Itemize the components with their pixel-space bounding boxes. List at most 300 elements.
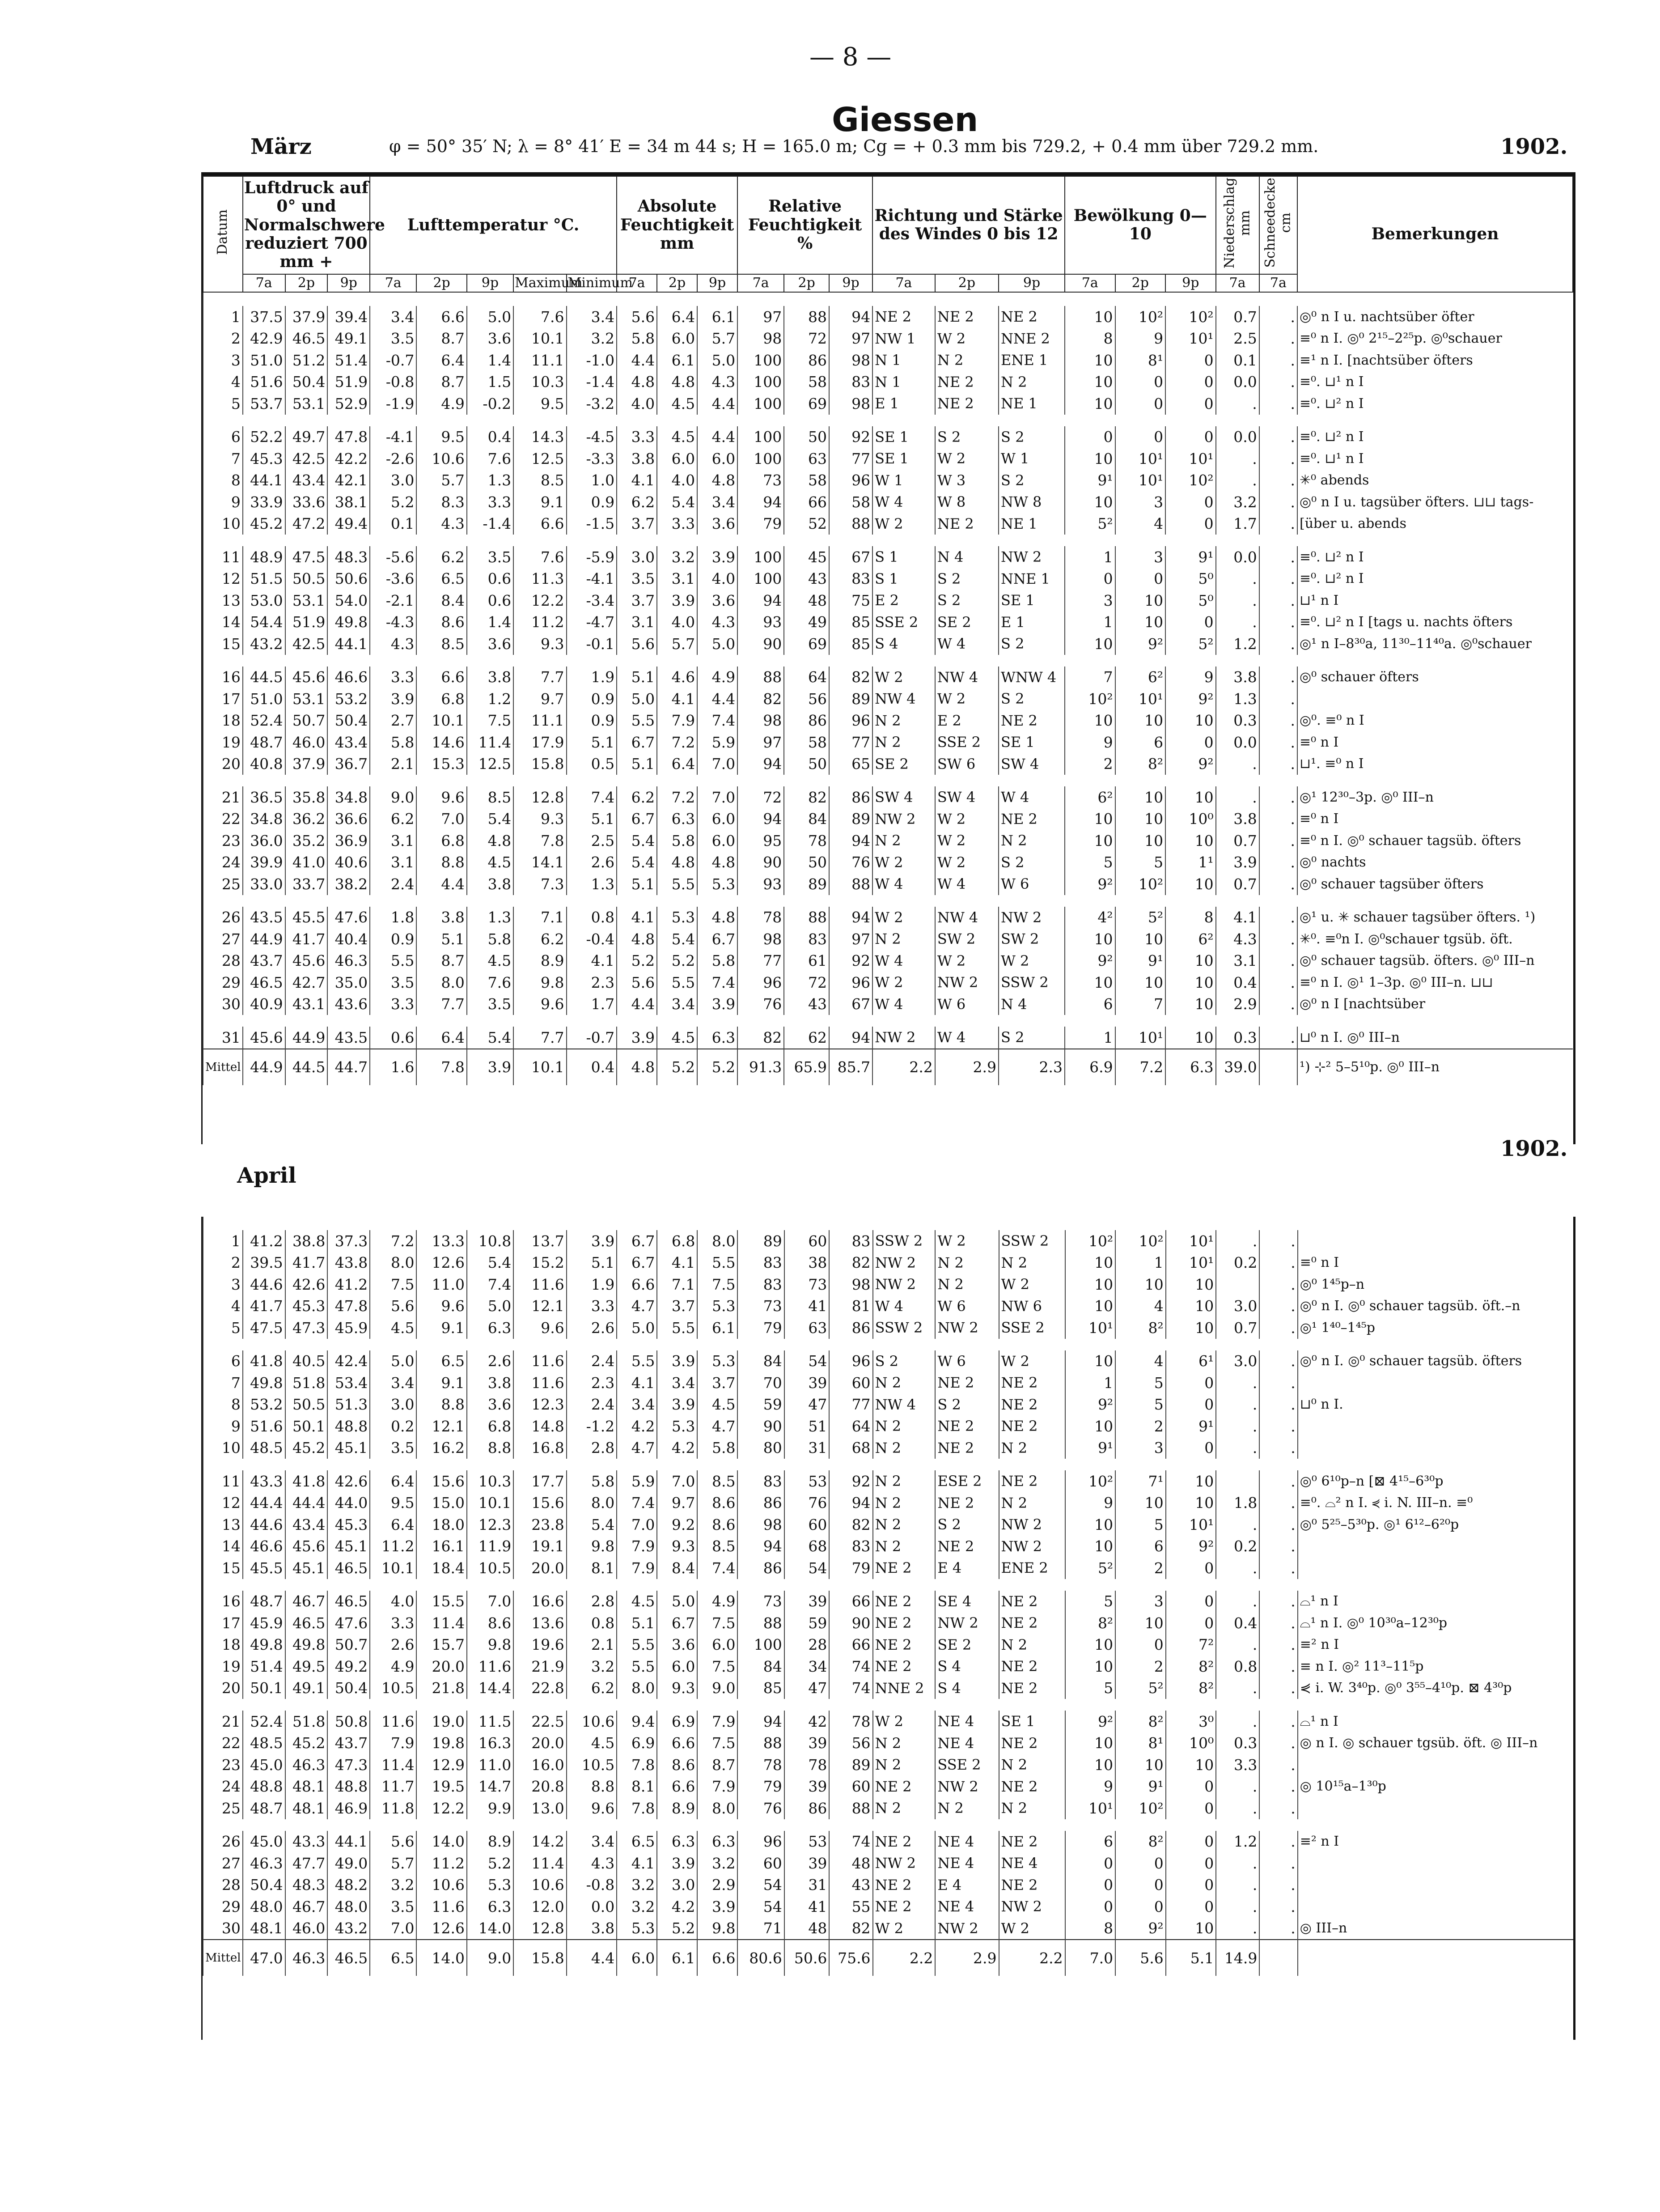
march-cell: 9.8	[513, 972, 566, 993]
march-row-19	[203, 731, 1573, 753]
april-cell: W 2	[999, 1918, 1065, 1940]
march-cell: 4.4	[416, 873, 467, 895]
march-cell: 15.3	[416, 753, 467, 775]
march-cell: 5.4	[467, 808, 513, 830]
april-cell: ◎⁰ 6¹⁰p–n [⊠ 4¹⁵–6³⁰p	[1298, 1470, 1573, 1492]
april-cell: 54	[784, 1557, 830, 1579]
march-cell: SE 2	[872, 753, 935, 775]
march-mean-cell: 85.7	[829, 1049, 872, 1085]
april-cell: 8	[203, 1394, 243, 1416]
march-cell: 50	[784, 426, 829, 448]
march-row-12	[203, 568, 1573, 590]
march-cell: 6.2	[416, 546, 467, 568]
april-cell: 6¹	[1166, 1350, 1216, 1372]
march-cell: 4	[1115, 513, 1166, 535]
april-cell: 5.0	[467, 1295, 513, 1317]
april-cell: 10.6	[416, 1874, 467, 1896]
april-cell: 14.8	[513, 1415, 566, 1437]
march-cell: 10	[1115, 830, 1166, 852]
april-cell: 43.2	[327, 1918, 370, 1940]
april-cell: 48.0	[243, 1896, 285, 1918]
april-cell	[1298, 1852, 1573, 1874]
march-cell: 8.8	[416, 852, 467, 874]
april-cell: .	[1216, 1415, 1259, 1437]
march-cell: 94	[829, 1027, 872, 1049]
april-cell	[1298, 1415, 1573, 1437]
april-mean-cell: 47.0	[243, 1940, 285, 1976]
april-cell: 47.6	[327, 1612, 370, 1634]
march-cell: 9	[1065, 731, 1115, 753]
april-cell: .	[1216, 1896, 1259, 1918]
april-mean-cell: 80.6	[737, 1940, 784, 1976]
april-cell: 54	[737, 1896, 784, 1918]
april-cell: 0	[1166, 1612, 1216, 1634]
april-cell: 41.7	[243, 1295, 285, 1317]
march-cell: 5.8	[467, 928, 513, 950]
april-cell: 100	[737, 1634, 784, 1656]
march-cell: 14	[203, 611, 243, 633]
april-cell: 3.4	[617, 1394, 657, 1416]
march-cell: 6²	[1115, 667, 1166, 688]
march-cell: 4.5	[657, 426, 697, 448]
march-cell: .	[1259, 873, 1297, 895]
april-cell: 0	[1166, 1896, 1216, 1918]
march-cell: 10²	[1065, 688, 1115, 710]
march-cell: 4.3	[416, 513, 467, 535]
april-cell: 8²	[1065, 1612, 1116, 1634]
march-cell: 0.9	[567, 491, 617, 513]
march-cell: ≡⁰. ⊔² n I	[1297, 568, 1573, 590]
march-cell: 45.6	[285, 667, 328, 688]
april-cell: 5.2	[657, 1918, 697, 1940]
april-cell: N 2	[935, 1274, 999, 1295]
april-cell: 5.6	[370, 1831, 416, 1853]
april-row-4	[203, 1295, 1573, 1317]
april-cell: 48.7	[243, 1797, 285, 1819]
april-cell: N 2	[873, 1415, 936, 1437]
april-cell: 0	[1166, 1797, 1216, 1819]
april-cell: 8.8	[567, 1776, 617, 1798]
april-cell: 8.0	[370, 1252, 416, 1274]
march-cell: ◎¹ u. ✳ schauer tagsüber öfters. ¹)	[1297, 907, 1573, 929]
april-cell: .	[1259, 1274, 1297, 1295]
april-cell: 76	[737, 1797, 784, 1819]
march-cell: .	[1259, 470, 1297, 492]
april-cell: 63	[784, 1317, 830, 1339]
march-cell: 7.2	[657, 786, 697, 808]
april-cell: 45.0	[243, 1754, 285, 1776]
march-cell: 85	[829, 611, 872, 633]
april-cell: 7.1	[657, 1274, 697, 1295]
april-cell: 92	[829, 1470, 872, 1492]
april-cell: 3.2	[370, 1874, 416, 1896]
april-cell: 10¹	[1065, 1317, 1116, 1339]
april-cell: 0	[1115, 1896, 1166, 1918]
april-cell: 10²	[1115, 1230, 1166, 1252]
april-cell: 10	[1115, 1492, 1166, 1514]
april-cell: 10	[1065, 1514, 1116, 1536]
april-cell: .	[1259, 1230, 1297, 1252]
march-cell: 86	[829, 786, 872, 808]
march-cell: ≡⁰ n I. ◎⁰ 2¹⁵–2²⁵p. ◎⁰schauer	[1297, 328, 1573, 350]
april-mean-cell: 5.1	[1166, 1940, 1216, 1976]
march-cell: SSE 2	[872, 611, 935, 633]
march-cell: 1.8	[370, 907, 416, 929]
april-cell: 48.1	[243, 1918, 285, 1940]
march-cell: -1.4	[567, 371, 617, 393]
april-cell: 74	[829, 1831, 872, 1853]
march-cell: 5²	[1065, 513, 1115, 535]
april-cell: 54	[784, 1350, 830, 1372]
april-cell: 96	[737, 1831, 784, 1853]
april-mean-cell: 6.1	[657, 1940, 697, 1976]
april-cell: 14.4	[467, 1677, 513, 1699]
march-cell: 40.6	[327, 852, 370, 874]
march-cell: 72	[784, 328, 829, 350]
march-cell: 33.0	[243, 873, 285, 895]
march-cell: -3.2	[567, 393, 617, 415]
march-cell: 5.0	[617, 688, 657, 710]
march-cell: 4.6	[657, 667, 697, 688]
april-cell: 20	[203, 1677, 243, 1699]
april-cell: 3.5	[370, 1437, 416, 1459]
march-cell: 88	[829, 873, 872, 895]
march-cell: 6.4	[657, 753, 697, 775]
april-cell: NE 2	[873, 1591, 936, 1613]
march-cell: 98	[829, 349, 872, 371]
april-cell: 84	[737, 1350, 784, 1372]
march-cell: 7.6	[513, 546, 566, 568]
march-cell: 100	[737, 448, 784, 470]
march-cell: S 2	[999, 633, 1065, 655]
march-cell: 3.0	[370, 470, 416, 492]
april-cell	[1298, 1557, 1573, 1579]
march-cell: 47.6	[327, 907, 370, 929]
april-cell: 12.0	[513, 1896, 566, 1918]
april-cell: 42	[784, 1711, 830, 1732]
sub-p2: 2p	[285, 274, 328, 293]
march-cell: 13	[203, 590, 243, 611]
march-cell: SW 4	[872, 786, 935, 808]
april-cell: 23.8	[513, 1514, 566, 1536]
april-cell: NE 2	[873, 1776, 936, 1798]
april-cell: 6.6	[617, 1274, 657, 1295]
april-cell: 19	[203, 1656, 243, 1677]
march-cell: .	[1259, 393, 1297, 415]
march-cell: 7	[1065, 667, 1115, 688]
april-cell: 79	[829, 1557, 872, 1579]
march-cell: 5²	[1115, 907, 1166, 929]
march-cell: .	[1216, 786, 1259, 808]
march-row-16	[203, 667, 1573, 688]
april-mean-cell: 75.6	[829, 1940, 872, 1976]
march-cell: 76	[737, 993, 784, 1015]
april-cell: 51.8	[285, 1372, 328, 1394]
april-cell: 10.6	[567, 1711, 617, 1732]
april-cell: 10	[1166, 1274, 1216, 1295]
march-cell: 50.4	[327, 710, 370, 732]
april-cell: 8¹	[1115, 1732, 1166, 1754]
april-cell: 22.8	[513, 1677, 566, 1699]
april-cell: 3.2	[567, 1656, 617, 1677]
april-row-28	[203, 1874, 1573, 1896]
april-cell: 16.0	[513, 1754, 566, 1776]
april-cell: 78	[737, 1754, 784, 1776]
sub-min: Minimum	[567, 274, 617, 293]
april-cell: 10	[1065, 1656, 1116, 1677]
april-cell: W 4	[873, 1295, 936, 1317]
sub-c7: 7a	[1065, 274, 1115, 293]
year-label-april: 1902.	[1500, 1136, 1568, 1161]
april-cell: NE 2	[935, 1492, 999, 1514]
march-cell: W 2	[935, 830, 999, 852]
april-cell: 10	[1166, 1754, 1216, 1776]
march-cell: 3.9	[697, 546, 737, 568]
april-cell: 10	[1065, 1350, 1116, 1372]
march-cell: 72	[737, 786, 784, 808]
april-cell: .	[1216, 1918, 1259, 1940]
march-row-14	[203, 611, 1573, 633]
april-cell: .	[1259, 1918, 1297, 1940]
april-cell: 40.5	[285, 1350, 328, 1372]
march-cell: 0.1	[370, 513, 416, 535]
march-cell: 12.8	[513, 786, 566, 808]
april-row-13	[203, 1514, 1573, 1536]
april-cell: 6.4	[370, 1470, 416, 1492]
april-cell: 2.9	[697, 1874, 737, 1896]
april-cell: 49.5	[285, 1656, 328, 1677]
april-cell: 53	[784, 1831, 830, 1853]
march-cell: 5.1	[567, 808, 617, 830]
april-cell: 38	[784, 1252, 830, 1274]
april-cell: 11.8	[370, 1797, 416, 1819]
april-cell	[1216, 1470, 1259, 1492]
march-row-6	[203, 426, 1573, 448]
april-cell: 53.2	[243, 1394, 285, 1416]
april-cell: 6.7	[617, 1230, 657, 1252]
april-cell: 0.8	[567, 1612, 617, 1634]
april-cell: 12.3	[467, 1514, 513, 1536]
april-cell: 11.6	[513, 1350, 566, 1372]
april-cell: .	[1259, 1874, 1297, 1896]
march-cell: 43	[784, 993, 829, 1015]
march-cell: 40.4	[327, 928, 370, 950]
march-cell: -1.5	[567, 513, 617, 535]
april-cell: 11.4	[370, 1754, 416, 1776]
header-absolute-humidity: Absolute Feuchtigkeit mm	[617, 176, 737, 274]
march-cell: 89	[829, 688, 872, 710]
sub-t9: 9p	[467, 274, 513, 293]
march-cell: 49.7	[285, 426, 328, 448]
april-cell: ≡ n I. ◎² 11³–11⁵p	[1298, 1656, 1573, 1677]
april-cell: 1.9	[567, 1274, 617, 1295]
march-cell: 3.1	[370, 830, 416, 852]
march-cell: 3.5	[370, 328, 416, 350]
march-mean-cell: 10.1	[513, 1049, 566, 1085]
march-cell: 14.1	[513, 852, 566, 874]
april-cell: 73	[737, 1295, 784, 1317]
april-cell: 3.3	[1216, 1754, 1259, 1776]
april-cell: 18.4	[416, 1557, 467, 1579]
march-cell: 10¹	[1115, 1027, 1166, 1049]
april-cell: NE 2	[873, 1634, 936, 1656]
march-cell: 18	[203, 710, 243, 732]
march-cell: 10	[1115, 972, 1166, 993]
march-cell: 10	[203, 513, 243, 535]
april-cell: 10	[1115, 1274, 1166, 1295]
march-cell: 5.6	[617, 306, 657, 328]
april-cell: 2.6	[567, 1317, 617, 1339]
april-cell: 88	[737, 1732, 784, 1754]
march-cell: S 2	[935, 568, 999, 590]
april-cell: 9¹	[1115, 1776, 1166, 1798]
april-cell: W 2	[999, 1274, 1065, 1295]
march-cell: 9.3	[513, 633, 566, 655]
march-cell: 4.4	[697, 426, 737, 448]
april-cell: ◎⁰ 5²⁵–5³⁰p. ◎¹ 6¹²–6²⁰p	[1298, 1514, 1573, 1536]
april-cell: NE 4	[935, 1732, 999, 1754]
april-cell: 3.0	[1216, 1350, 1259, 1372]
april-cell: 2.1	[567, 1634, 617, 1656]
april-cell: 98	[829, 1274, 872, 1295]
march-cell: ⊔⁰ n I. ◎⁰ III–n	[1297, 1027, 1573, 1049]
april-cell: 5	[1065, 1677, 1116, 1699]
april-mean-cell: 14.9	[1216, 1940, 1259, 1976]
year-label-march: 1902.	[1500, 134, 1568, 159]
april-cell: 7.9	[697, 1776, 737, 1798]
april-cell: 66	[829, 1634, 872, 1656]
april-row-19	[203, 1656, 1573, 1677]
march-cell: 33.9	[243, 491, 285, 513]
april-cell: 12.8	[513, 1918, 566, 1940]
april-cell: 3.2	[617, 1896, 657, 1918]
march-cell: .	[1259, 371, 1297, 393]
march-cell: 4.1	[1216, 907, 1259, 929]
march-mean-cell: 0.4	[567, 1049, 617, 1085]
march-cell: 6.1	[657, 349, 697, 371]
march-cell: SSE 2	[935, 731, 999, 753]
march-cell: 10	[1115, 808, 1166, 830]
march-cell: 3.4	[697, 491, 737, 513]
april-cell: NW 2	[935, 1918, 999, 1940]
april-cell: .	[1216, 1634, 1259, 1656]
april-cell: 10	[1166, 1295, 1216, 1317]
march-cell: 4.3	[697, 371, 737, 393]
march-cell: 12.2	[513, 590, 566, 611]
march-cell: 35.8	[285, 786, 328, 808]
april-cell: NE 2	[999, 1612, 1065, 1634]
april-cell: 10.6	[513, 1874, 566, 1896]
march-cell: 0.0	[1216, 731, 1259, 753]
march-cell: NE 1	[999, 513, 1065, 535]
april-cell: ⋞ i. W. 3⁴⁰p. ◎⁰ 3⁵⁵–4¹⁰p. ⊠ 4³⁰p	[1298, 1677, 1573, 1699]
april-cell: 2.8	[567, 1437, 617, 1459]
march-cell: 6.3	[657, 808, 697, 830]
april-cell: 39.5	[243, 1252, 285, 1274]
march-cell: 10²	[1165, 470, 1216, 492]
march-cell: WNW 4	[999, 667, 1065, 688]
march-cell: .	[1216, 590, 1259, 611]
april-cell: 0	[1166, 1437, 1216, 1459]
april-cell: 64	[829, 1415, 872, 1437]
april-cell: 41.8	[285, 1470, 328, 1492]
april-cell: 7.2	[370, 1230, 416, 1252]
march-cell: 15	[203, 633, 243, 655]
march-cell: 4.8	[467, 830, 513, 852]
april-cell: 76	[784, 1492, 830, 1514]
march-cell: .	[1259, 306, 1297, 328]
march-cell: 10	[1115, 786, 1166, 808]
april-cell: 43.3	[285, 1831, 328, 1853]
march-cell: NW 4	[935, 907, 999, 929]
april-cell: 53	[784, 1470, 830, 1492]
april-cell: 4.5	[617, 1591, 657, 1613]
march-cell: 48.7	[243, 731, 285, 753]
march-cell: 8	[1065, 328, 1115, 350]
april-cell: 15.5	[416, 1591, 467, 1613]
march-cell: 96	[829, 470, 872, 492]
april-cell: 60	[829, 1372, 872, 1394]
april-cell: 10¹	[1166, 1514, 1216, 1536]
april-cell: NE 4	[999, 1852, 1065, 1874]
april-cell: 23	[203, 1754, 243, 1776]
march-cell: 3.1	[370, 852, 416, 874]
april-cell: 7.0	[370, 1918, 416, 1940]
april-cell: 43.3	[243, 1470, 285, 1492]
march-row-28	[203, 950, 1573, 972]
march-cell: SE 1	[999, 731, 1065, 753]
april-cell: 6.9	[617, 1732, 657, 1754]
march-cell: 51.0	[243, 349, 285, 371]
april-cell: 8.5	[697, 1536, 737, 1558]
april-cell: 2	[1115, 1656, 1166, 1677]
march-cell: 6.4	[416, 349, 467, 371]
march-cell: 10	[1115, 590, 1166, 611]
april-cell: 84	[737, 1656, 784, 1677]
march-cell: NW 2	[872, 808, 935, 830]
april-cell: 5	[1115, 1372, 1166, 1394]
march-cell: 7.0	[416, 808, 467, 830]
april-cell: 7	[203, 1372, 243, 1394]
march-cell: 64	[784, 667, 829, 688]
april-cell: ◎ 10¹⁵a–1³⁰p	[1298, 1776, 1573, 1798]
march-cell: 97	[829, 928, 872, 950]
march-cell: 1.3	[467, 470, 513, 492]
april-cell: 3.0	[657, 1874, 697, 1896]
march-cell: 9.1	[513, 491, 566, 513]
april-cell: 6	[1115, 1536, 1166, 1558]
april-cell: 50.4	[243, 1874, 285, 1896]
april-cell: .	[1216, 1394, 1259, 1416]
march-cell: NNE 1	[999, 568, 1065, 590]
april-cell: 78	[829, 1711, 872, 1732]
april-cell: 2.8	[567, 1591, 617, 1613]
april-cell: 45.9	[243, 1612, 285, 1634]
april-cell: 83	[737, 1252, 784, 1274]
april-mean-cell	[1259, 1940, 1297, 1976]
march-cell: 4.0	[697, 568, 737, 590]
march-cell: 10	[1165, 972, 1216, 993]
april-cell: 5.6	[370, 1295, 416, 1317]
march-cell: ◎⁰ schauer öfters	[1297, 667, 1573, 688]
march-cell: 0	[1115, 426, 1166, 448]
april-cell: 45.9	[327, 1317, 370, 1339]
march-cell: 8.3	[416, 491, 467, 513]
march-cell: 0.4	[467, 426, 513, 448]
april-cell: 7.0	[657, 1470, 697, 1492]
april-cell: 10	[1065, 1536, 1116, 1558]
april-cell: 15.7	[416, 1634, 467, 1656]
